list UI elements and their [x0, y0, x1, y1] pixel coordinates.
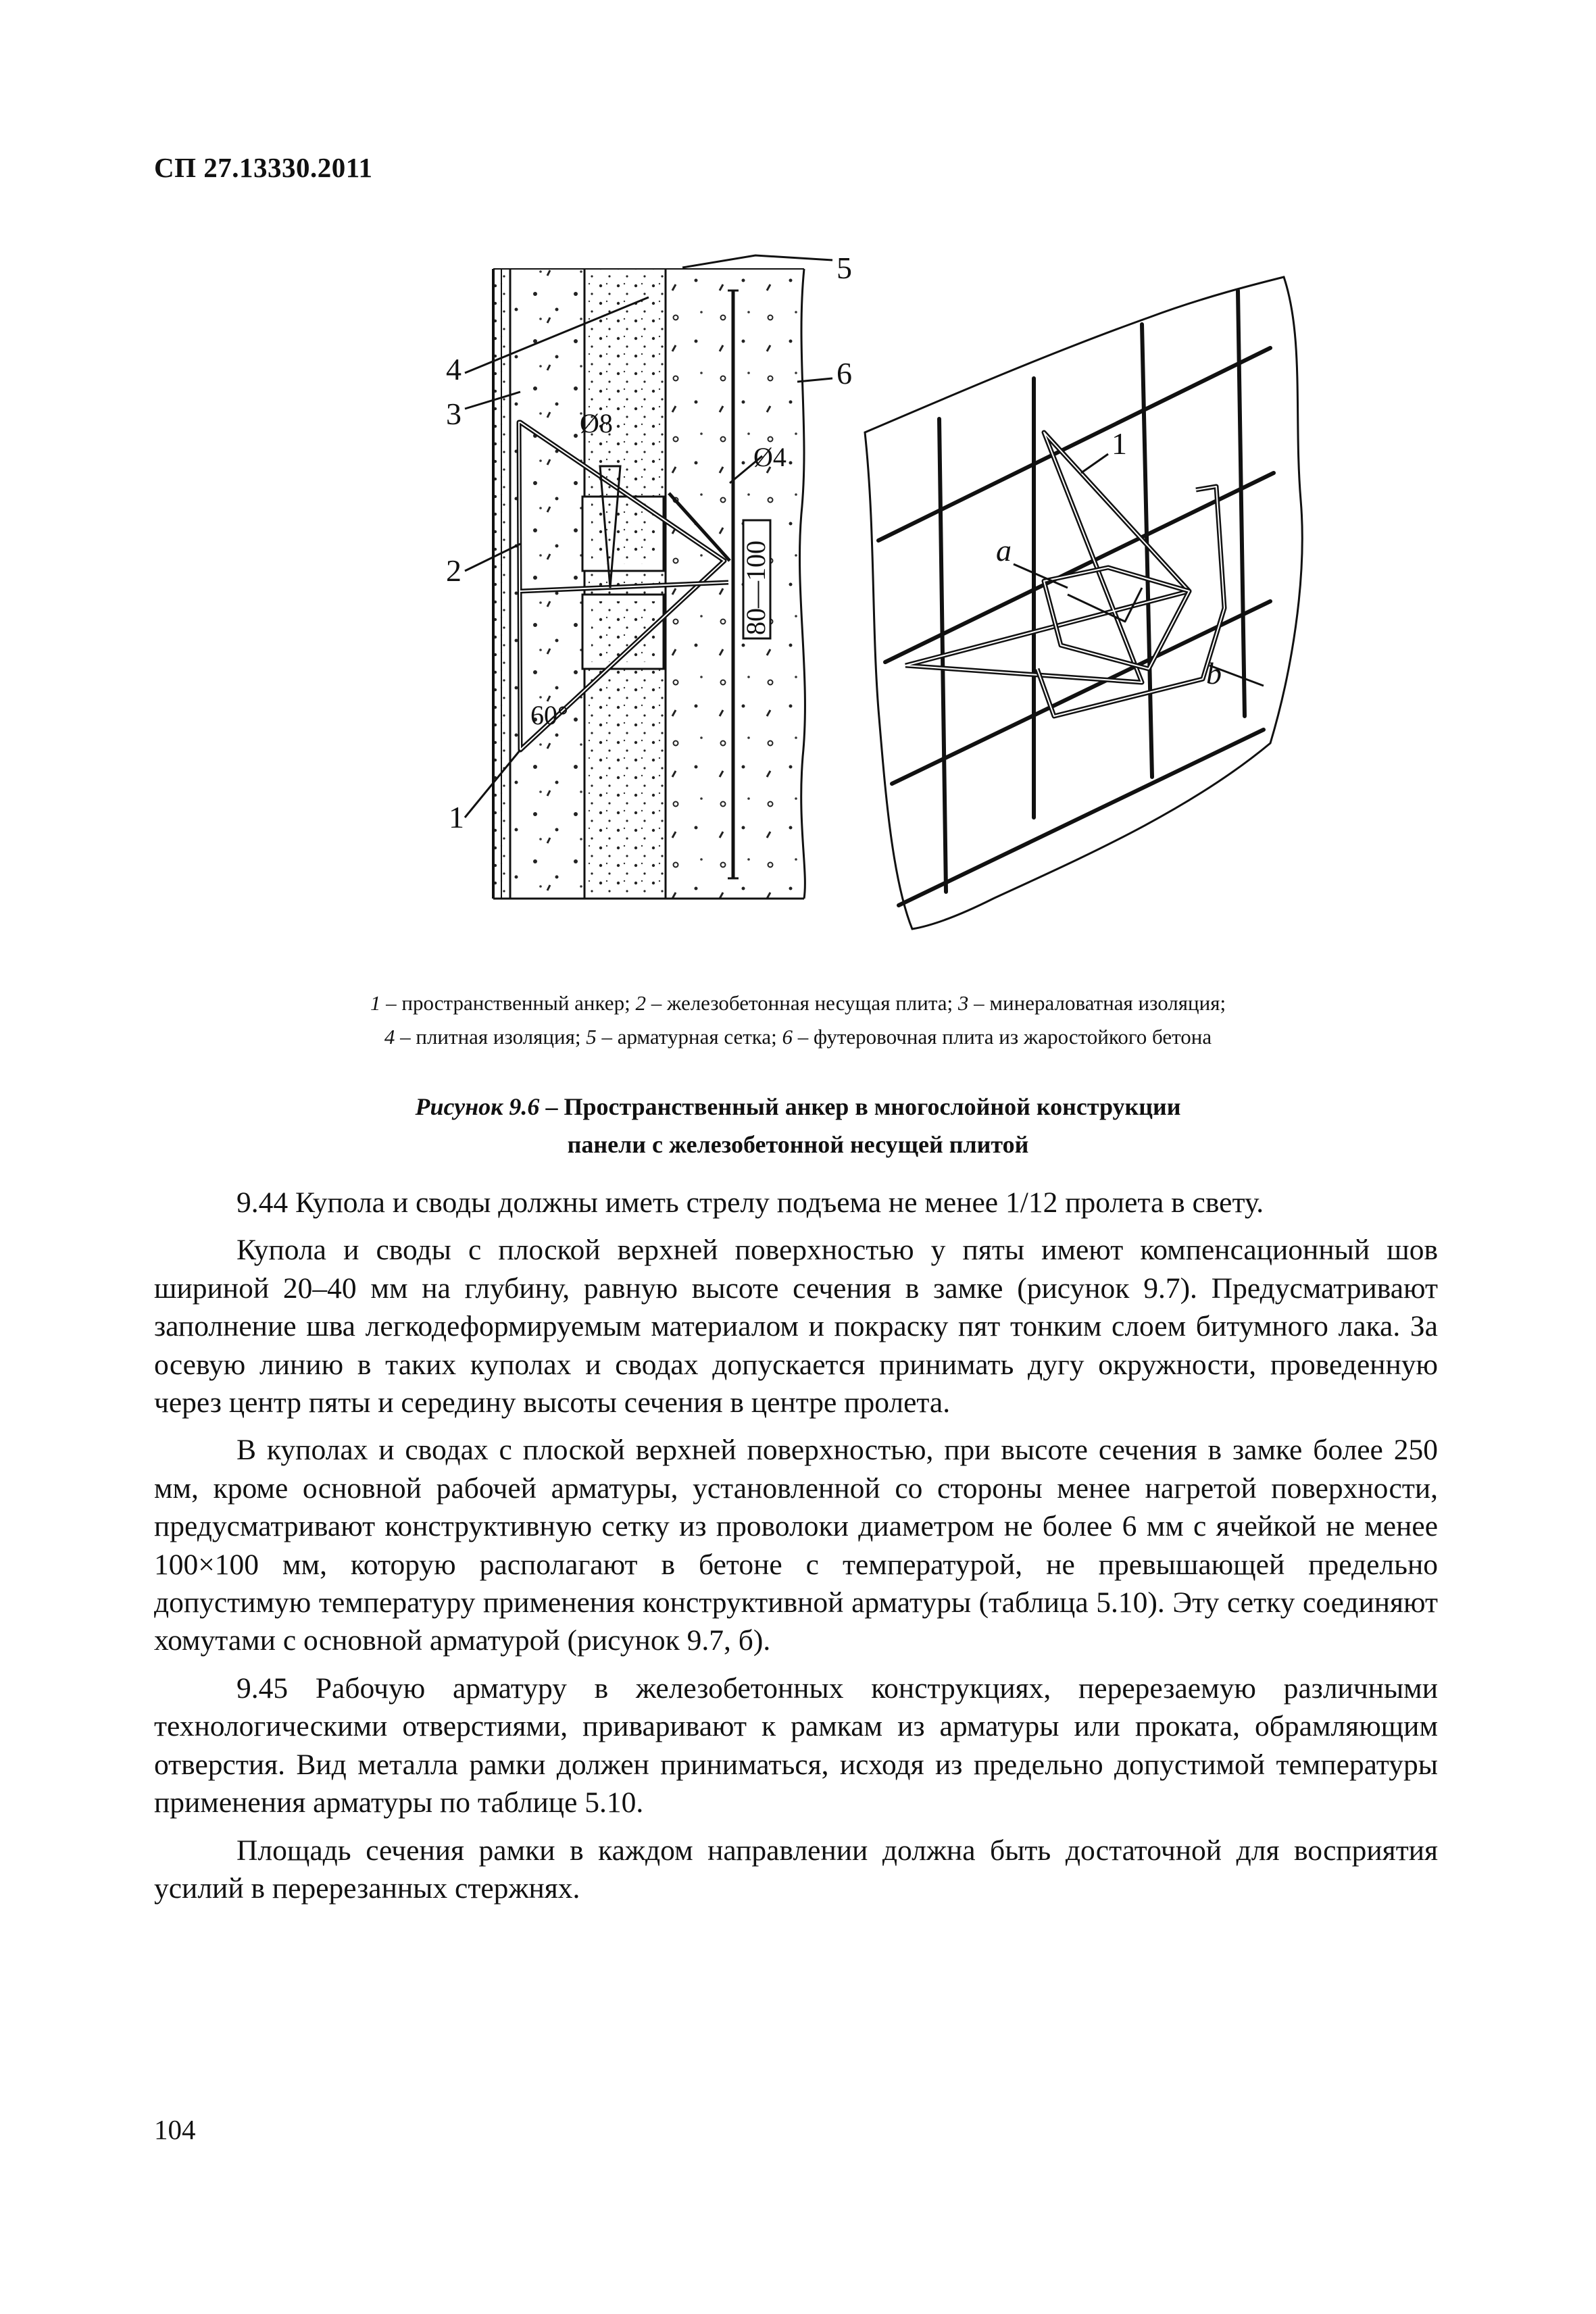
paragraph-frame-area: Площадь сечения рамки в каждом направлении должна быть достаточной для восприятия усилий в перерезанных стержнях. — [154, 1834, 1438, 1905]
document-code-header: СП 27.13330.2011 — [154, 152, 373, 183]
caption-label: Рисунок 9.6 — [415, 1093, 540, 1120]
dimension-spacing: 80—100 — [741, 540, 771, 635]
caption-title-2: панели с железобетонной несущей плитой — [567, 1131, 1029, 1158]
callout-1-right: 1 — [1112, 426, 1127, 461]
paragraph-9-44: 9.44 Купола и своды должны иметь стрелу подъема не менее 1/12 пролета в свету. — [236, 1186, 1264, 1219]
legend-text-4: – плитная изоляция; — [395, 1025, 587, 1049]
figure-drawings — [0, 0, 1596, 946]
caption-line-1 — [0, 1088, 1596, 1126]
legend-num-4: 4 — [384, 1025, 395, 1049]
legend-text-2: – железобетонная несущая плита; — [645, 991, 958, 1015]
callout-2: 2 — [446, 553, 462, 588]
callout-a: a — [996, 533, 1012, 568]
paragraph-domes-joint: Купола и своды с плоской верхней поверхностью у пяты имеют компенсационный шов шириной 20–40 мм на глубину, равную высоте сечения в замке (рисунок 9.7). Предусматривают заполнение шва легкодеформируемым материалом и покраску пят тонким слоем битумного лака. За осевую линию в таких куполах и сводах допускается принимать дугу окружности, проведенную через центр пяты и середину высоты сечения в центре пролета. — [154, 1234, 1438, 1419]
paragraph-domes-mesh: В куполах и сводах с плоской верхней поверхностью, при высоте сечения в замке более 250 мм, кроме основной рабочей арматуры, установленной со стороны менее нагретой поверхности, предусматривают конструктивную сетку из проволоки диаметром не более 6 мм с ячейкой не менее 100×100 мм, которую располагают в бетоне с температурой, не превышающей предельно допустимую температуру применения конструктивной арматуры (таблица 5.10). Эту сетку соединяют хомутами с основной арматурой (рисунок 9.7, б). — [154, 1434, 1438, 1657]
legend-text-5: – арматурная сетка; — [596, 1025, 782, 1049]
paragraph-9-45: 9.45 Рабочую арматуру в железобетонных конструкциях, перерезаемую различными технологическими отверстиями, приваривают к рамкам из арматуры или проката, обрамляющим отверстия. Вид металла рамки должен приниматься, исходя из предельно допустимой температуры применения арматуры по таблице 5.10. — [154, 1671, 1438, 1819]
callout-6: 6 — [837, 356, 852, 391]
legend-num-6: 6 — [782, 1025, 793, 1049]
legend-text-1: – пространственный анкер; — [380, 991, 636, 1015]
legend-line-1 — [0, 986, 1596, 1020]
angle-label: 60° — [530, 700, 568, 730]
legend-text-6: – футеровочная плита из жаростойкого бетона — [793, 1025, 1212, 1049]
figure-9-6 — [0, 0, 1596, 946]
callout-3: 3 — [446, 397, 462, 431]
callout-5: 5 — [837, 251, 852, 285]
dimension-rebar-4: Ø4 — [753, 442, 787, 472]
callout-1-left: 1 — [449, 800, 464, 834]
body-text — [154, 1184, 1438, 1917]
legend-line-2 — [0, 1020, 1596, 1054]
legend-num-5: 5 — [586, 1025, 597, 1049]
legend-num-2: 2 — [635, 991, 646, 1015]
figure-legend — [0, 986, 1596, 1054]
dimension-rebar-8: Ø8 — [580, 408, 613, 438]
wall-section-drawing — [446, 251, 852, 899]
legend-num-3: 3 — [957, 991, 969, 1015]
callout-4: 4 — [446, 352, 462, 386]
legend-text-3: – минераловатная изоляция; — [968, 991, 1226, 1015]
caption-title-1: – Пространственный анкер в многослойной конструкции — [539, 1093, 1181, 1120]
figure-caption — [0, 1088, 1596, 1163]
callout-b: b — [1206, 656, 1222, 690]
legend-num-1: 1 — [370, 991, 381, 1015]
page-number: 104 — [154, 2114, 196, 2145]
anchor-perspective-drawing — [865, 277, 1302, 929]
